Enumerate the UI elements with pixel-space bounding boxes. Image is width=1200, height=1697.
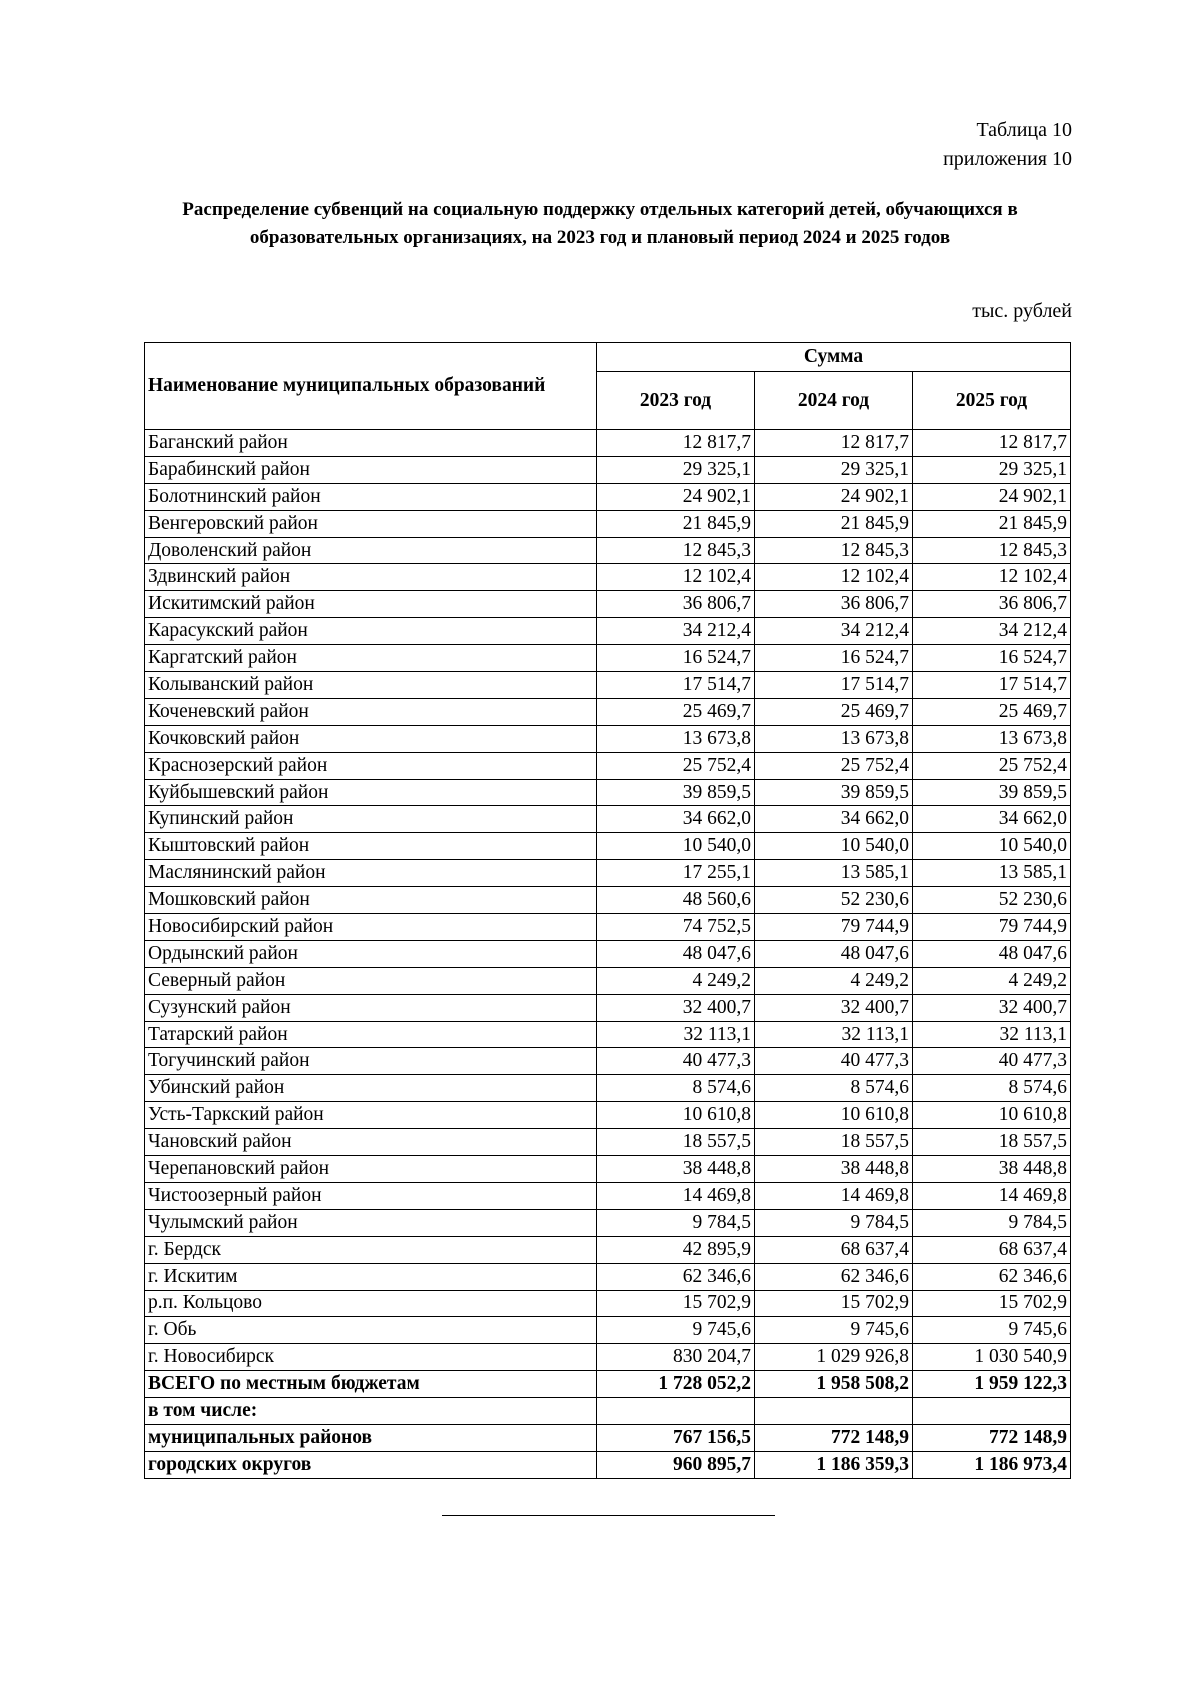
appendix-reference: приложения 10 [943,148,1072,170]
value-cell-2024: 32 113,1 [755,1021,913,1048]
value-cell-2024: 18 557,5 [755,1129,913,1156]
value-cell-2023: 830 204,7 [597,1344,755,1371]
table-row [145,1236,1071,1263]
value-cell-2024 [755,1398,913,1425]
row-name-cell: ВСЕГО по местным бюджетам [145,1371,597,1398]
table-row [145,1263,1071,1290]
value-cell-2025: 29 325,1 [913,456,1071,483]
row-name-cell: Коченевский район [145,698,597,725]
row-name-cell: Убинский район [145,1075,597,1102]
table-row [145,1317,1071,1344]
row-name-cell: Колыванский район [145,672,597,699]
value-cell-2024: 772 148,9 [755,1424,913,1451]
value-cell-2023: 8 574,6 [597,1075,755,1102]
value-cell-2024: 1 958 508,2 [755,1371,913,1398]
table-row [145,1182,1071,1209]
value-cell-2025: 12 845,3 [913,537,1071,564]
value-cell-2023: 21 845,9 [597,510,755,537]
value-cell-2023 [597,1398,755,1425]
value-cell-2024: 21 845,9 [755,510,913,537]
table-row [145,1424,1071,1451]
value-cell-2025: 79 744,9 [913,914,1071,941]
value-cell-2025: 32 113,1 [913,1021,1071,1048]
value-cell-2025: 16 524,7 [913,645,1071,672]
table-row [145,779,1071,806]
value-cell-2024: 16 524,7 [755,645,913,672]
value-cell-2024: 1 186 359,3 [755,1451,913,1478]
value-cell-2025: 1 186 973,4 [913,1451,1071,1478]
value-cell-2023: 767 156,5 [597,1424,755,1451]
value-cell-2025: 25 469,7 [913,698,1071,725]
value-cell-2024: 10 610,8 [755,1102,913,1129]
value-cell-2023: 13 673,8 [597,725,755,752]
table-row [145,1209,1071,1236]
value-cell-2024: 9 784,5 [755,1209,913,1236]
value-cell-2024: 24 902,1 [755,483,913,510]
table-row [145,914,1071,941]
value-cell-2025: 39 859,5 [913,779,1071,806]
value-cell-2024: 17 514,7 [755,672,913,699]
row-name-cell: Искитимский район [145,591,597,618]
table-row [145,833,1071,860]
value-cell-2024: 32 400,7 [755,994,913,1021]
table-row [145,967,1071,994]
row-name-cell: Татарский район [145,1021,597,1048]
value-cell-2023: 38 448,8 [597,1156,755,1183]
row-name-cell: Чистоозерный район [145,1182,597,1209]
value-cell-2024: 36 806,7 [755,591,913,618]
row-name-cell: Тогучинский район [145,1048,597,1075]
row-name-cell: г. Обь [145,1317,597,1344]
value-cell-2025: 18 557,5 [913,1129,1071,1156]
value-cell-2025: 4 249,2 [913,967,1071,994]
value-cell-2024: 34 662,0 [755,806,913,833]
row-name-cell: Барабинский район [145,456,597,483]
table-row [145,994,1071,1021]
row-name-cell: муниципальных районов [145,1424,597,1451]
value-cell-2024: 14 469,8 [755,1182,913,1209]
table-row [145,564,1071,591]
row-name-cell: Маслянинский район [145,860,597,887]
value-cell-2023: 15 702,9 [597,1290,755,1317]
row-name-cell: Венгеровский район [145,510,597,537]
value-cell-2023: 960 895,7 [597,1451,755,1478]
table-row [145,725,1071,752]
value-cell-2023: 32 113,1 [597,1021,755,1048]
value-cell-2025: 13 673,8 [913,725,1071,752]
value-cell-2025: 12 817,7 [913,430,1071,457]
value-cell-2023: 4 249,2 [597,967,755,994]
value-cell-2024: 29 325,1 [755,456,913,483]
value-cell-2024: 52 230,6 [755,887,913,914]
value-cell-2025: 10 610,8 [913,1102,1071,1129]
table-number: Таблица 10 [976,119,1072,141]
value-cell-2024: 4 249,2 [755,967,913,994]
table-row [145,1021,1071,1048]
column-header-2024: 2024 год [755,372,913,430]
value-cell-2024: 25 469,7 [755,698,913,725]
table-row [145,672,1071,699]
value-cell-2025: 68 637,4 [913,1236,1071,1263]
row-name-cell: Усть-Таркский район [145,1102,597,1129]
table-body [145,430,1071,1479]
row-name-cell: Мошковский район [145,887,597,914]
value-cell-2024: 79 744,9 [755,914,913,941]
value-cell-2025: 8 574,6 [913,1075,1071,1102]
value-cell-2023: 24 902,1 [597,483,755,510]
value-cell-2024: 39 859,5 [755,779,913,806]
value-cell-2023: 36 806,7 [597,591,755,618]
row-name-cell: Кыштовский район [145,833,597,860]
value-cell-2023: 48 560,6 [597,887,755,914]
value-cell-2025: 9 784,5 [913,1209,1071,1236]
row-name-cell: Здвинский район [145,564,597,591]
table-row [145,645,1071,672]
value-cell-2024: 62 346,6 [755,1263,913,1290]
units-label: тыс. рублей [972,300,1072,322]
value-cell-2025: 772 148,9 [913,1424,1071,1451]
value-cell-2023: 10 610,8 [597,1102,755,1129]
value-cell-2024: 1 029 926,8 [755,1344,913,1371]
table-row [145,806,1071,833]
row-name-cell: Чановский район [145,1129,597,1156]
value-cell-2023: 62 346,6 [597,1263,755,1290]
value-cell-2023: 12 817,7 [597,430,755,457]
value-cell-2024: 40 477,3 [755,1048,913,1075]
value-cell-2024: 10 540,0 [755,833,913,860]
table-row [145,510,1071,537]
value-cell-2023: 34 212,4 [597,618,755,645]
value-cell-2024: 13 673,8 [755,725,913,752]
row-name-cell: в том числе: [145,1398,597,1425]
value-cell-2025: 40 477,3 [913,1048,1071,1075]
value-cell-2025: 62 346,6 [913,1263,1071,1290]
value-cell-2023: 34 662,0 [597,806,755,833]
value-cell-2024: 12 102,4 [755,564,913,591]
table-row [145,752,1071,779]
value-cell-2024: 8 574,6 [755,1075,913,1102]
table-row [145,940,1071,967]
table-row [145,860,1071,887]
table-row [145,537,1071,564]
table-row [145,1451,1071,1478]
table-row [145,1371,1071,1398]
table-row [145,1290,1071,1317]
row-name-cell: г. Искитим [145,1263,597,1290]
row-name-cell: Чулымский район [145,1209,597,1236]
value-cell-2025 [913,1398,1071,1425]
value-cell-2024: 34 212,4 [755,618,913,645]
table-row [145,591,1071,618]
value-cell-2025: 34 662,0 [913,806,1071,833]
table-row [145,456,1071,483]
value-cell-2024: 48 047,6 [755,940,913,967]
value-cell-2025: 32 400,7 [913,994,1071,1021]
table-header [145,343,1071,430]
value-cell-2025: 1 030 540,9 [913,1344,1071,1371]
value-cell-2023: 42 895,9 [597,1236,755,1263]
value-cell-2025: 12 102,4 [913,564,1071,591]
row-name-cell: р.п. Кольцово [145,1290,597,1317]
table-row [145,887,1071,914]
row-name-cell: Купинский район [145,806,597,833]
value-cell-2025: 9 745,6 [913,1317,1071,1344]
subvention-table [144,342,1071,1479]
value-cell-2023: 18 557,5 [597,1129,755,1156]
value-cell-2025: 25 752,4 [913,752,1071,779]
row-name-cell: Баганский район [145,430,597,457]
value-cell-2025: 14 469,8 [913,1182,1071,1209]
row-name-cell: Кочковский район [145,725,597,752]
value-cell-2024: 9 745,6 [755,1317,913,1344]
table-row [145,483,1071,510]
value-cell-2023: 9 784,5 [597,1209,755,1236]
row-name-cell: г. Новосибирск [145,1344,597,1371]
table-row [145,1075,1071,1102]
value-cell-2023: 12 845,3 [597,537,755,564]
value-cell-2023: 10 540,0 [597,833,755,860]
value-cell-2025: 52 230,6 [913,887,1071,914]
table-row [145,1102,1071,1129]
value-cell-2025: 48 047,6 [913,940,1071,967]
table-row [145,1048,1071,1075]
document-title: Распределение субвенций на социальную поддержку отдельных категорий детей, обучающихся в образовательных организациях, на 2023 год и плановый период 2024 и 2025 годов [182,199,1018,248]
value-cell-2023: 32 400,7 [597,994,755,1021]
table-row [145,430,1071,457]
row-name-cell: Краснозерский район [145,752,597,779]
row-name-cell: Болотнинский район [145,483,597,510]
column-header-sum: Сумма [597,343,1071,372]
value-cell-2025: 17 514,7 [913,672,1071,699]
value-cell-2024: 13 585,1 [755,860,913,887]
value-cell-2024: 12 845,3 [755,537,913,564]
table-row [145,1129,1071,1156]
row-name-cell: Сузунский район [145,994,597,1021]
table-row [145,1344,1071,1371]
value-cell-2025: 38 448,8 [913,1156,1071,1183]
value-cell-2025: 13 585,1 [913,860,1071,887]
row-name-cell: Северный район [145,967,597,994]
row-name-cell: Карасукский район [145,618,597,645]
value-cell-2025: 21 845,9 [913,510,1071,537]
value-cell-2023: 14 469,8 [597,1182,755,1209]
column-header-2023: 2023 год [597,372,755,430]
row-name-cell: Черепановский район [145,1156,597,1183]
table-row [145,1156,1071,1183]
value-cell-2023: 48 047,6 [597,940,755,967]
value-cell-2023: 40 477,3 [597,1048,755,1075]
row-name-cell: городских округов [145,1451,597,1478]
value-cell-2023: 17 255,1 [597,860,755,887]
value-cell-2023: 25 752,4 [597,752,755,779]
footer-divider [442,1515,775,1516]
value-cell-2023: 1 728 052,2 [597,1371,755,1398]
column-header-name: Наименование муниципальных образований [145,343,597,430]
value-cell-2023: 17 514,7 [597,672,755,699]
value-cell-2023: 25 469,7 [597,698,755,725]
value-cell-2024: 38 448,8 [755,1156,913,1183]
value-cell-2025: 1 959 122,3 [913,1371,1071,1398]
row-name-cell: Ордынский район [145,940,597,967]
row-name-cell: Новосибирский район [145,914,597,941]
value-cell-2023: 16 524,7 [597,645,755,672]
table-row [145,1398,1071,1425]
row-name-cell: Доволенский район [145,537,597,564]
value-cell-2023: 9 745,6 [597,1317,755,1344]
value-cell-2024: 68 637,4 [755,1236,913,1263]
table-row [145,698,1071,725]
value-cell-2024: 25 752,4 [755,752,913,779]
value-cell-2025: 34 212,4 [913,618,1071,645]
table-row [145,618,1071,645]
value-cell-2024: 12 817,7 [755,430,913,457]
row-name-cell: г. Бердск [145,1236,597,1263]
value-cell-2024: 15 702,9 [755,1290,913,1317]
value-cell-2023: 12 102,4 [597,564,755,591]
value-cell-2025: 15 702,9 [913,1290,1071,1317]
row-name-cell: Каргатский район [145,645,597,672]
row-name-cell: Куйбышевский район [145,779,597,806]
value-cell-2025: 24 902,1 [913,483,1071,510]
column-header-2025: 2025 год [913,372,1071,430]
value-cell-2025: 10 540,0 [913,833,1071,860]
value-cell-2023: 39 859,5 [597,779,755,806]
value-cell-2023: 29 325,1 [597,456,755,483]
value-cell-2023: 74 752,5 [597,914,755,941]
value-cell-2025: 36 806,7 [913,591,1071,618]
